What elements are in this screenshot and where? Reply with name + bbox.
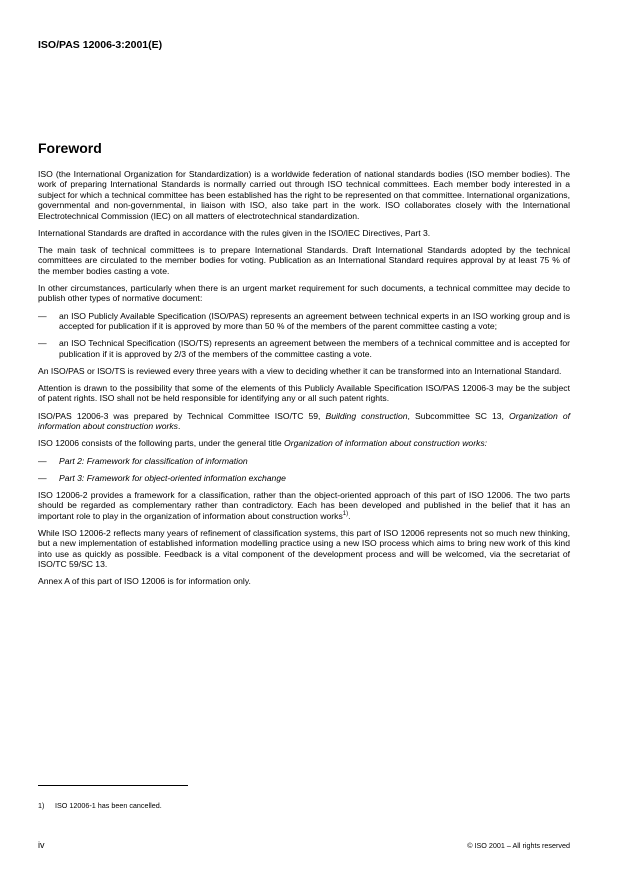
paragraph xyxy=(38,438,570,448)
paragraph: While ISO 12006-2 reflects many years of refinement of classification systems, this part of ISO 12006 represents not so much new thinking, but a new implementation of established information modelling practice using a new ISO process which aims to bring new work of this kind into use as quickly as possible. Feedback is a vital component of the development process and will be welcomed, via the secretariat of ISO/TC 59/SC 13. xyxy=(38,527,570,570)
dash-marker: — xyxy=(38,338,47,349)
text-run: ISO 12006-2 provides a framework for a classification, rather than the object-oriented approach of this part of ISO 12006. The two parts should be regarded as complementary rather than contradictory. Each has been developed and published in the belief that it has an important role to play in the organization of information about construction works xyxy=(38,489,570,521)
foreword-body xyxy=(38,169,570,594)
list-item-text: an ISO Publicly Available Specification (ISO/PAS) represents an agreement between technical experts in an ISO working group and is accepted for publication if it is approved by more than 50 % of the members of the parent committee casting a vote; xyxy=(59,310,570,332)
dash-marker: — xyxy=(38,310,47,321)
section-title: Foreword xyxy=(38,140,102,156)
footnote-number: 1) xyxy=(38,801,45,810)
committee-title: Building construction xyxy=(325,410,408,421)
list-item xyxy=(38,473,570,483)
text-run: ISO/PAS 12006-3 was prepared by Technical Committee ISO/TC 59, xyxy=(38,410,326,421)
paragraph: International Standards are drafted in accordance with the rules given in the ISO/IEC Directives, Part 3. xyxy=(38,227,431,238)
paragraph: Annex A of this part of ISO 12006 is for information only. xyxy=(38,576,251,587)
list-item-text: Part 2: Framework for classification of information xyxy=(59,455,248,466)
paragraph: Attention is drawn to the possibility that some of the elements of this Publicly Available Specification ISO/PAS 12006-3 may be the subject of patent rights. ISO shall not be held responsible for identifying any or all such patent rights. xyxy=(38,383,570,404)
paragraph xyxy=(38,411,570,432)
list-item-text: Part 3: Framework for object-oriented information exchange xyxy=(59,472,286,483)
paragraph xyxy=(38,490,570,521)
general-title: Organization of information about construction works xyxy=(284,438,485,449)
footnote xyxy=(38,801,162,810)
paragraph: ISO (the International Organization for Standardization) is a worldwide federation of national standards bodies (ISO member bodies). The work of preparing International Standards is normally carried out through ISO technical committees. Each member body interested in a subject for which a technical committee has been established has the right to be represented on that committee. International organizations, governmental and non-governmental, in liaison with ISO, also take part in the work. ISO collaborates closely with the International Electrotechnical Commission (IEC) on all matters of electrotechnical standardization. xyxy=(38,169,570,221)
dash-marker: — xyxy=(38,472,47,483)
text-run: : xyxy=(484,438,488,449)
paragraph: The main task of technical committees is to prepare International Standards. Draft International Standards adopted by the technical committees are circulated to the member bodies for voting. Publication as an International Standard requires approval by at least 75 % of the member bodies casting a vote. xyxy=(38,245,570,276)
footnote-divider xyxy=(38,785,188,786)
text-run: , Subcommittee SC 13, xyxy=(407,410,510,421)
paragraph: An ISO/PAS or ISO/TS is reviewed every three years with a view to deciding whether it can be transformed into an International Standard. xyxy=(38,365,562,376)
list-item-text: an ISO Technical Specification (ISO/TS) represents an agreement between the members of a technical committee and is accepted for publication if it is approved by 2/3 of the members of the committee casting a vote. xyxy=(59,338,570,359)
text-run: . xyxy=(177,421,181,432)
copyright-notice: © ISO 2001 – All rights reserved xyxy=(467,841,570,850)
list-item xyxy=(38,338,570,359)
text-run: . xyxy=(348,510,351,521)
page-number: iv xyxy=(38,840,45,850)
document-id-header: ISO/PAS 12006-3:2001(E) xyxy=(38,39,163,51)
footnote-text: ISO 12006-1 has been cancelled. xyxy=(55,801,162,810)
subcommittee-title: Organization of information about construction works xyxy=(38,410,570,432)
paragraph: In other circumstances, particularly when there is an urgent market requirement for such documents, a technical committee may decide to publish other types of normative document: xyxy=(38,283,570,304)
text-run: ISO 12006 consists of the following parts, under the general title xyxy=(38,438,285,449)
list-item xyxy=(38,456,570,466)
list-item xyxy=(38,311,570,332)
footnote-reference[interactable]: 1) xyxy=(342,510,349,517)
dash-marker: — xyxy=(38,455,47,466)
